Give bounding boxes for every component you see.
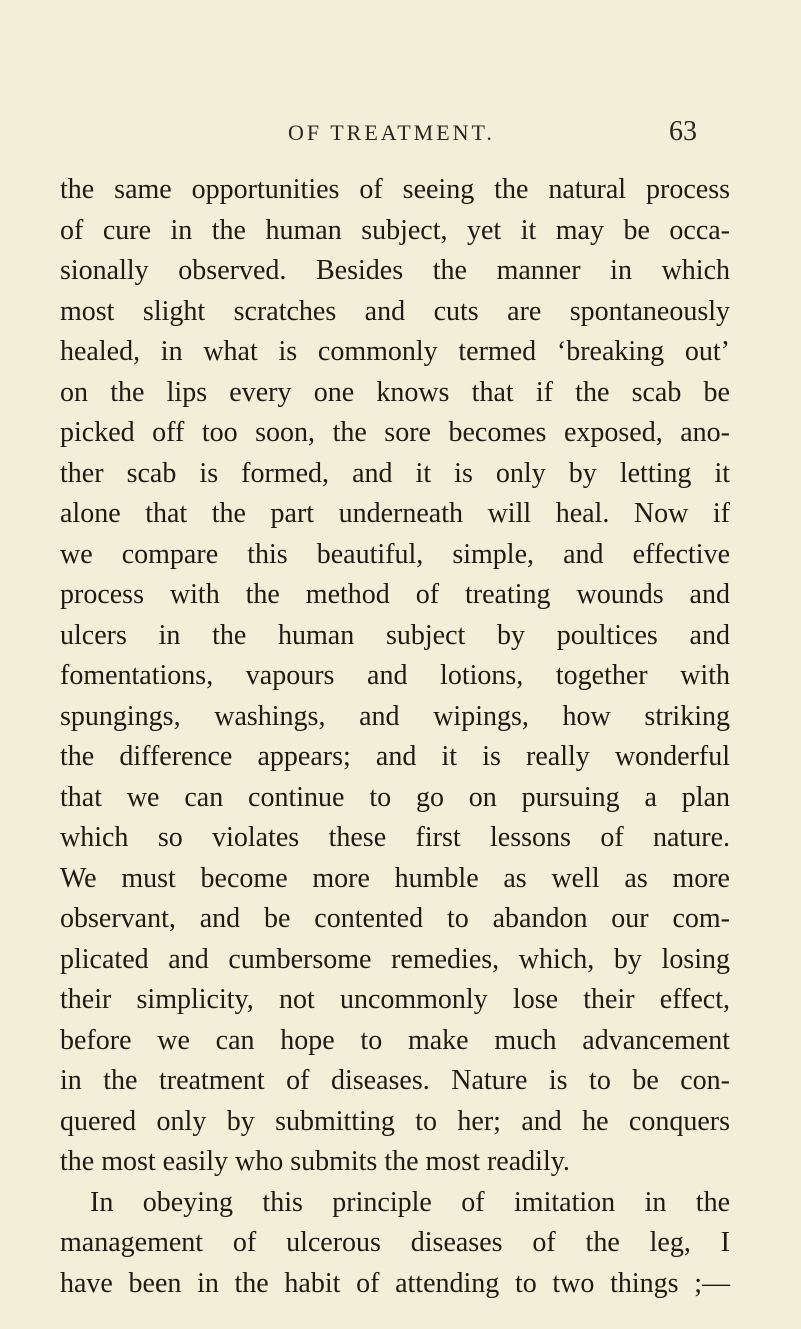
text-line: have been in the habit of attending to two things ;—: [60, 1267, 730, 1299]
text-line: observant, and be contented to abandon our com-: [60, 903, 730, 934]
page-number: 63: [669, 116, 697, 147]
text-line: sionally observed. Besides the manner in which: [60, 255, 730, 286]
running-head: OF TREATMENT.: [288, 120, 495, 145]
text-line: alone that the part underneath will heal. Now if: [60, 498, 730, 529]
text-line: we compare this beautiful, simple, and effective: [60, 538, 730, 570]
text-line: of cure in the human subject, yet it may be occa-: [60, 214, 730, 246]
text-line: their simplicity, not uncommonly lose their effect,: [60, 984, 730, 1015]
text-line: In obeying this principle of imitation in the: [90, 1186, 730, 1218]
text-line: spungings, washings, and wipings, how striking: [60, 700, 730, 732]
text-line: picked off too soon, the sore becomes exposed, ano-: [60, 417, 730, 448]
text-line: most slight scratches and cuts are spontaneously: [60, 295, 730, 327]
text-line: ther scab is formed, and it is only by letting it: [60, 457, 730, 489]
text-line: quered only by submitting to her; and he conquers: [60, 1105, 730, 1137]
body-text: [60, 170, 730, 1304]
text-line: before we can hope to make much advancement: [60, 1024, 730, 1056]
text-line: the most easily who submits the most readily.: [60, 1146, 570, 1177]
text-line: plicated and cumbersome remedies, which, by losing: [60, 943, 730, 975]
text-line: ulcers in the human subject by poultices and: [60, 619, 730, 651]
text-line: in the treatment of diseases. Nature is to be con-: [60, 1065, 730, 1096]
text-line: healed, in what is commonly termed ‘breaking out’: [60, 336, 730, 367]
text-line: process with the method of treating wounds and: [60, 579, 730, 610]
text-line: management of ulcerous diseases of the leg, I: [60, 1227, 730, 1258]
text-line: We must become more humble as well as more: [60, 862, 730, 894]
text-line: the same opportunities of seeing the natural process: [60, 174, 730, 205]
text-line: the difference appears; and it is really wonderful: [60, 741, 730, 772]
text-line: on the lips every one knows that if the scab be: [60, 376, 730, 408]
text-line: fomentations, vapours and lotions, together with: [60, 660, 730, 691]
text-line: that we can continue to go on pursuing a plan: [60, 781, 730, 813]
text-line: which so violates these first lessons of nature.: [60, 822, 730, 853]
